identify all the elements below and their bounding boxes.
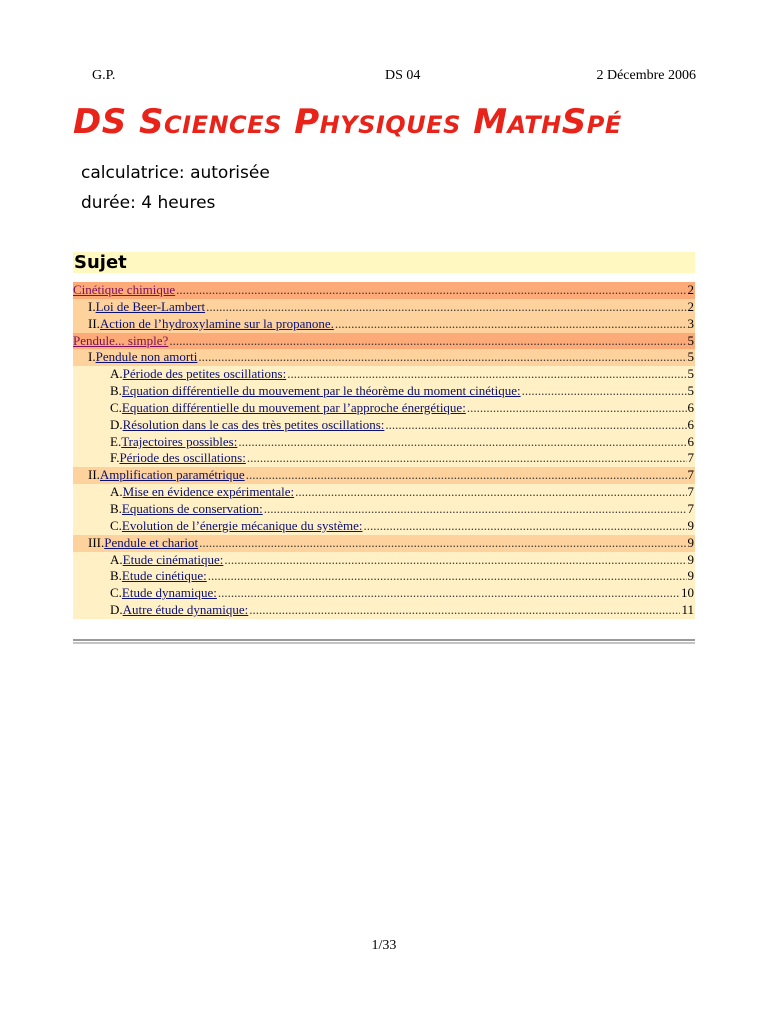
toc-entry-link[interactable]: Résolution dans le cas des très petites oscillations: [122,416,385,432]
toc-entry-page: 9 [687,551,694,567]
author-initials: G.P. [92,68,116,83]
toc-entry-number: B. [110,383,122,399]
toc-entry-link[interactable]: Etude cinétique: [121,568,207,584]
toc-entry[interactable] [73,316,695,333]
toc-entry-number: C. [110,585,122,601]
document-title: DS Sciences Physiques MathSpé [73,102,622,142]
toc-entry-link[interactable]: Pendule non amorti [95,349,198,365]
toc-entry-number: A. [110,551,123,567]
toc-entry-link[interactable]: Etude cinématique: [122,551,224,567]
toc-leader-dots [246,467,687,484]
calculator-policy: calculatrice: autorisée [81,163,270,183]
toc-entry[interactable] [73,467,695,484]
toc-entry[interactable] [73,585,695,602]
toc-entry-number: I. [88,298,96,314]
toc-entry-page: 5 [687,383,694,399]
toc-entry[interactable] [73,417,695,434]
toc-leader-dots [335,316,687,333]
toc-leader-dots [199,535,686,552]
toc-entry[interactable] [73,518,695,535]
toc-entry[interactable] [73,568,695,585]
toc-entry[interactable] [73,552,695,569]
toc-entry-number: C. [110,399,122,415]
toc-entry-page: 6 [687,399,694,415]
toc-leader-dots [208,568,687,585]
toc-entry-page: 9 [687,568,694,584]
toc-leader-dots [238,434,686,451]
toc-entry-page: 7 [687,467,694,483]
toc-leader-dots [176,282,686,299]
toc-entry-link[interactable]: Autre étude dynamique: [122,602,249,618]
toc-entry[interactable] [73,383,695,400]
toc-entry[interactable] [73,333,695,350]
toc-entry-link[interactable]: Evolution de l’énergie mécanique du système: [121,517,363,533]
toc-entry[interactable] [73,349,695,366]
toc-entry-number: B. [110,500,122,516]
toc-entry-page: 9 [687,517,694,533]
toc-entry-page: 9 [687,534,694,550]
toc-entry-number: I. [88,349,96,365]
toc-entry-link[interactable]: Cinétique chimique [73,282,176,297]
toc-entry-page: 7 [687,450,694,466]
toc-entry-link[interactable]: Mise en évidence expérimentale: [122,484,295,500]
toc-leader-dots [247,450,687,467]
toc-entry[interactable] [73,282,695,299]
toc-entry-link[interactable]: Action de l’hydroxylamine sur la propanone. [99,315,334,331]
exam-code: DS 04 [385,68,421,83]
toc-entry-page: 6 [687,433,694,449]
toc-entry-page: 5 [687,332,694,348]
toc-entry-page: 2 [687,282,694,297]
toc-leader-dots [287,366,686,383]
toc-entry[interactable] [73,450,695,467]
toc-entry-page: 2 [687,298,694,314]
toc-entry-page: 7 [687,500,694,516]
toc-entry[interactable] [73,434,695,451]
toc-entry-number: A. [110,366,123,382]
toc-leader-dots [295,484,686,501]
toc-entry-link[interactable]: Equation différentielle du mouvement par l’approche énergétique: [121,399,466,415]
toc-leader-dots [363,518,686,535]
toc-leader-dots [224,552,686,569]
toc-entry-link[interactable]: Etude dynamique: [121,585,217,601]
toc-leader-dots [249,602,680,619]
toc-entry[interactable] [73,501,695,518]
toc-entry-link[interactable]: Trajectoires possibles: [121,433,238,449]
page-number: 1/33 [371,938,397,953]
toc-entry-number: E. [110,433,122,449]
toc-entry[interactable] [73,366,695,383]
toc-leader-dots [467,400,687,417]
toc-entry-link[interactable]: Equations de conservation: [121,500,263,516]
toc-entry[interactable] [73,400,695,417]
toc-entry[interactable] [73,602,695,619]
toc-leader-dots [522,383,687,400]
toc-entry-link[interactable]: Amplification paramétrique [99,467,245,483]
exam-date: 2 Décembre 2006 [596,68,696,83]
toc-leader-dots [198,349,686,366]
table-of-contents [73,282,695,619]
toc-leader-dots [218,585,680,602]
toc-entry-link[interactable]: Pendule et chariot [104,534,199,550]
toc-leader-dots [264,501,687,518]
toc-entry-link[interactable]: Période des petites oscillations: [122,366,287,382]
toc-entry-number: F. [110,450,120,466]
toc-entry-link[interactable]: Pendule... simple? [73,332,169,348]
toc-entry-number: D. [110,602,123,618]
toc-entry-link[interactable]: Equation différentielle du mouvement par le théorème du moment cinétique: [121,383,521,399]
toc-entry-number: II. [88,315,100,331]
toc-entry-page: 6 [687,416,694,432]
toc-entry[interactable] [73,299,695,316]
toc-entry-page: 11 [681,602,694,618]
toc-entry-page: 5 [687,366,694,382]
toc-leader-dots [206,299,686,316]
toc-entry-number: III. [88,534,105,550]
toc-entry-link[interactable]: Période des oscillations: [119,450,246,466]
toc-entry-page: 7 [687,484,694,500]
toc-entry-page: 3 [687,315,694,331]
toc-entry-page: 5 [687,349,694,365]
toc-leader-dots [169,333,686,350]
toc-entry-number: D. [110,416,123,432]
toc-entry-number: B. [110,568,122,584]
page-header [92,68,696,88]
toc-entry[interactable] [73,484,695,501]
toc-entry-page: 10 [681,585,694,601]
toc-entry-link[interactable]: Loi de Beer-Lambert [95,298,206,314]
toc-entry[interactable] [73,535,695,552]
section-divider [73,639,695,644]
section-heading-sujet: Sujet [73,252,695,273]
exam-duration: durée: 4 heures [81,193,216,213]
toc-entry-number: II. [88,467,100,483]
toc-entry-number: C. [110,517,122,533]
toc-entry-number: A. [110,484,123,500]
toc-leader-dots [385,417,686,434]
